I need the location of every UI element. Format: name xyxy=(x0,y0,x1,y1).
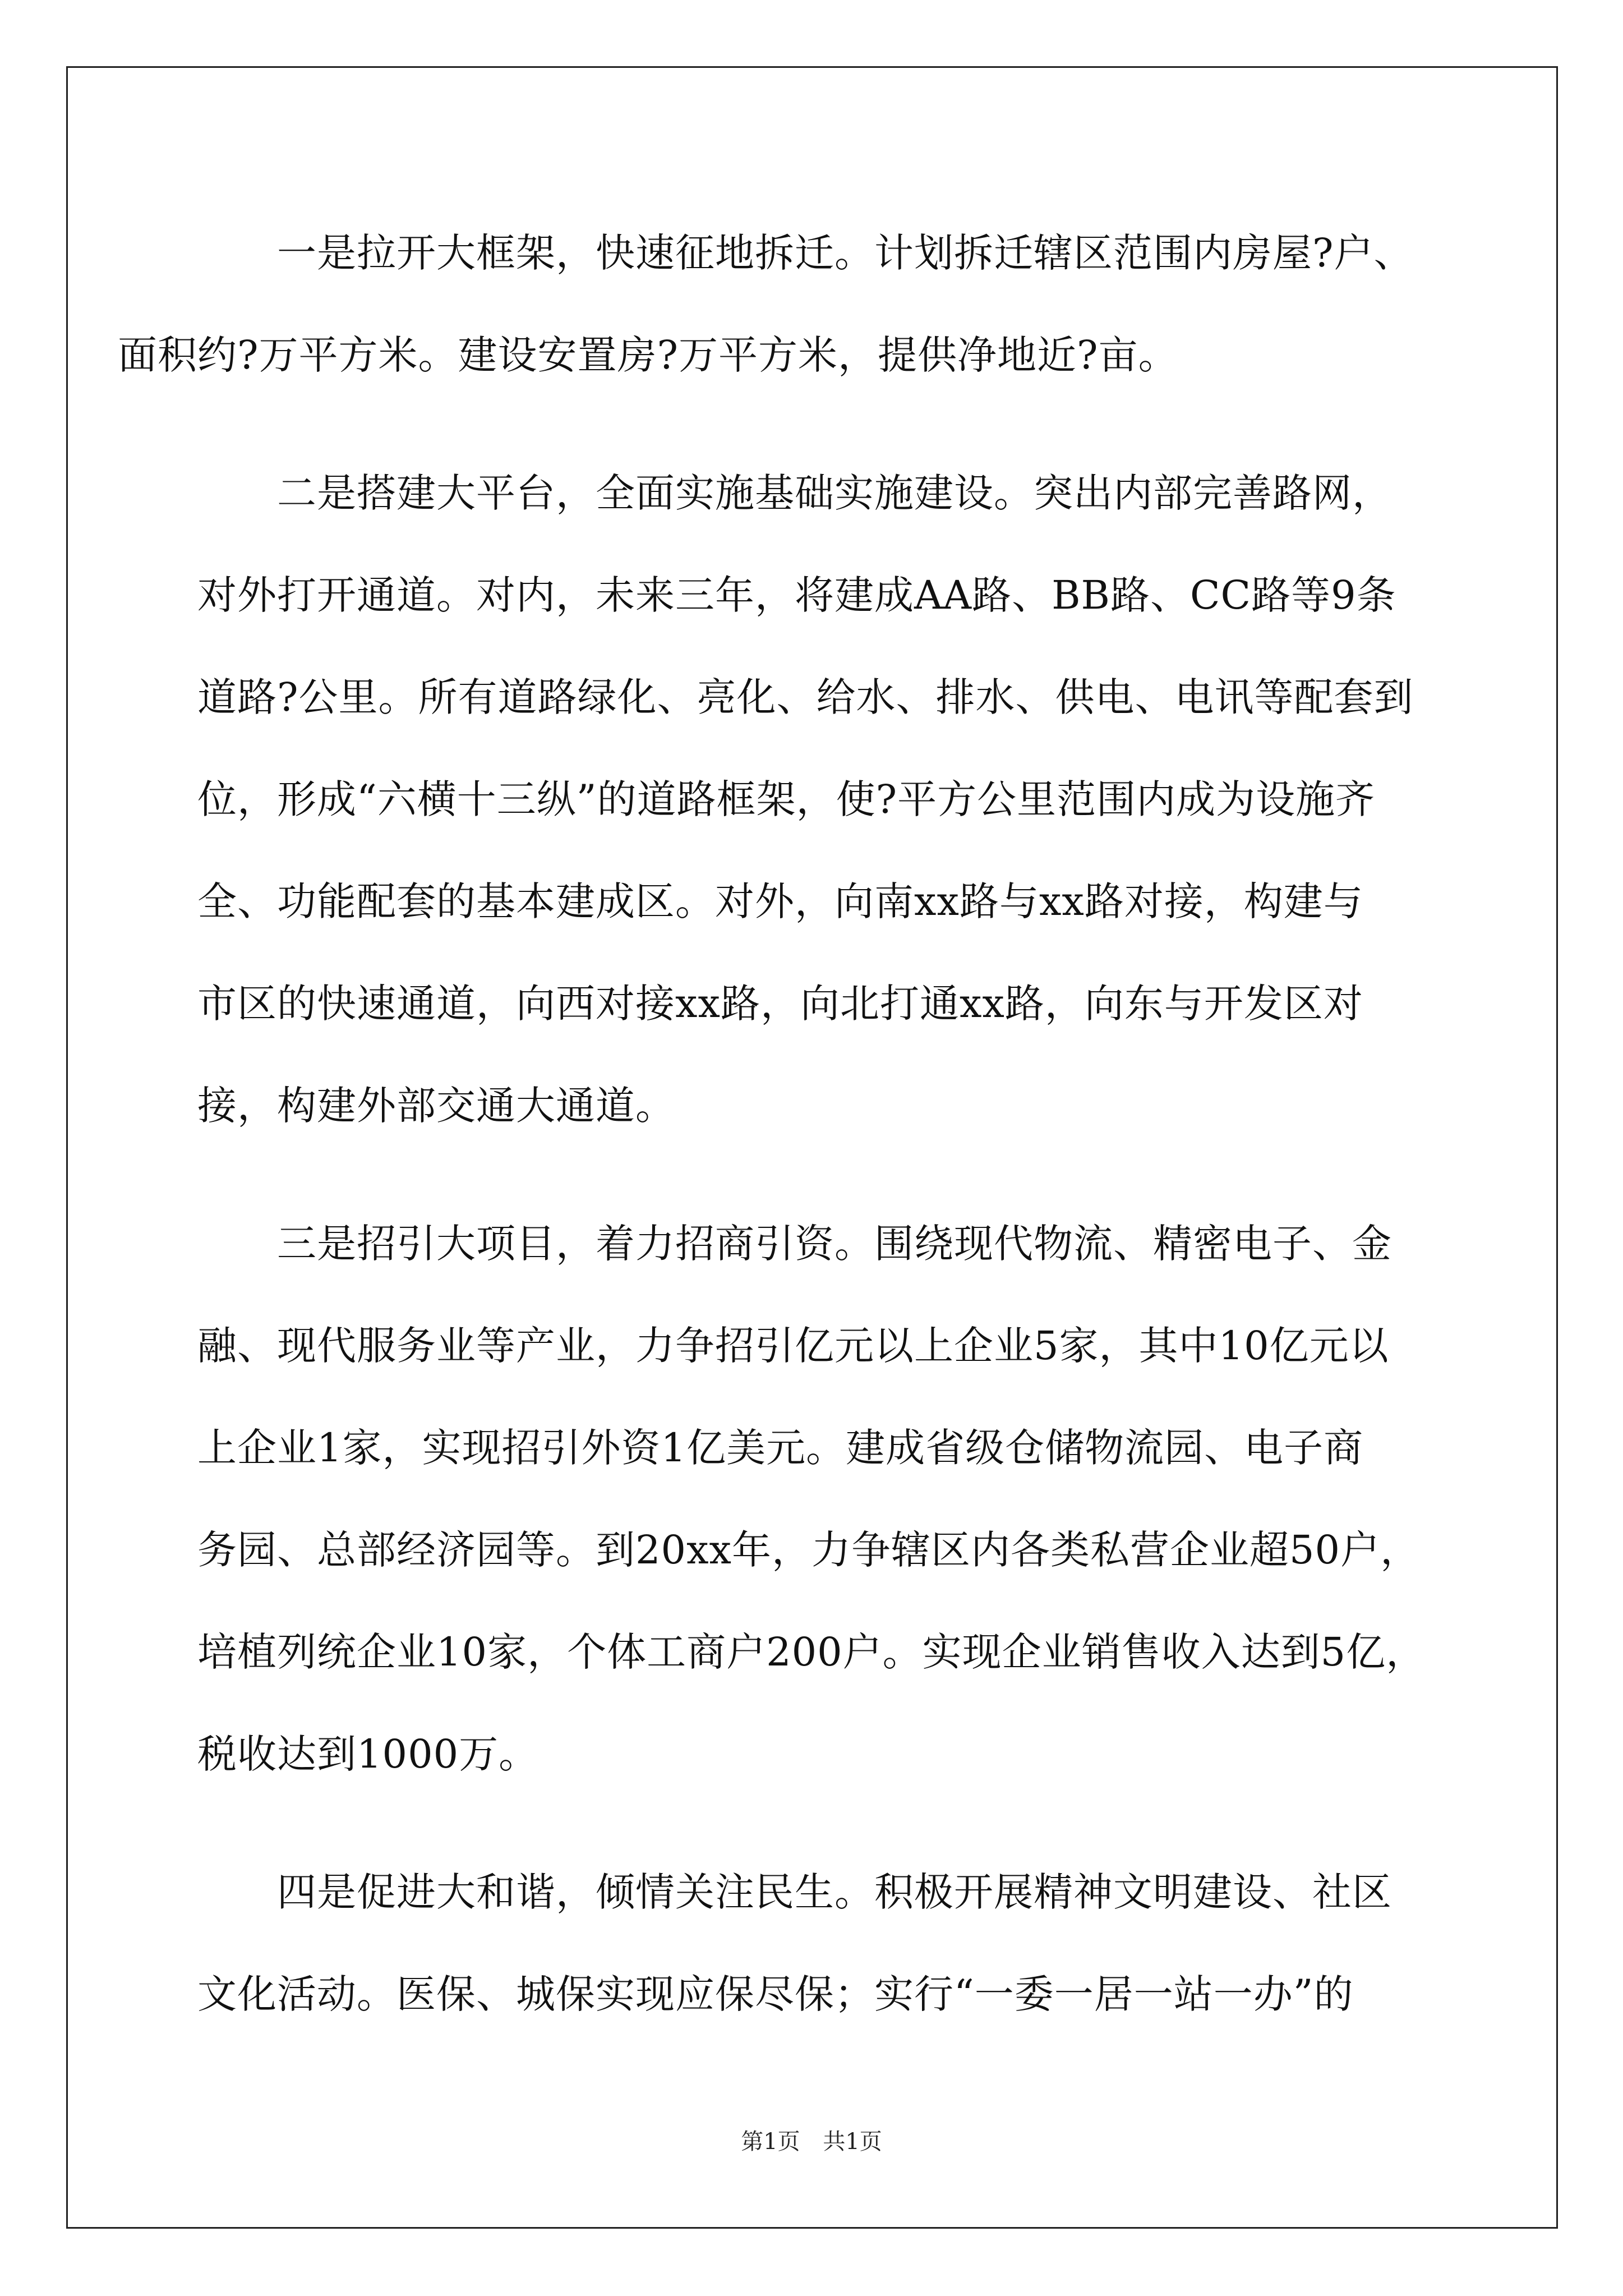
paragraph-line: 四是促进大和谐，倾情关注民生。积极开展精神文明建设、社区 xyxy=(277,1869,1392,1915)
document-body xyxy=(118,202,1431,2081)
paragraph-line: 全、功能配套的基本建成区。对外，向南xx路与xx路对接，构建与 xyxy=(197,878,1363,924)
paragraph-line: 位，形成“六横十三纵”的道路框架，使?平方公里范围内成为设施齐 xyxy=(197,776,1376,822)
paragraph-line: 三是招引大项目，着力招商引资。围绕现代物流、精密电子、金 xyxy=(277,1221,1392,1267)
paragraph-line: 二是搭建大平台，全面实施基础实施建设。突出内部完善路网， xyxy=(277,470,1392,516)
paragraph-line: 道路?公里。所有道路绿化、亮化、给水、排水、供电、电讯等配套到 xyxy=(197,674,1414,720)
paragraph-line: 市区的快速通道，向西对接xx路，向北打通xx路，向东与开发区对 xyxy=(197,981,1363,1027)
paragraph-line: 对外打开通道。对内，未来三年，将建成AA路、BB路、CC路等9条 xyxy=(197,572,1396,618)
paragraph-line: 接，构建外部交通大通道。 xyxy=(197,1083,675,1129)
paragraph-line: 务园、总部经济园等。到20xx年，力争辖区内各类私营企业超50户， xyxy=(197,1527,1421,1573)
paragraph-2 xyxy=(197,442,1431,1157)
page-footer xyxy=(0,2125,1623,2159)
page-total: 共1页 xyxy=(823,2129,882,2155)
paragraph-line: 税收达到1000万。 xyxy=(197,1731,539,1777)
paragraph-line: 培植列统企业10家，个体工商户200户。实现企业销售收入达到5亿， xyxy=(197,1629,1426,1675)
paragraph-line: 面积约?万平方米。建设安置房?万平方米，提供净地近?亩。 xyxy=(118,332,1178,378)
paragraph-line: 一是拉开大框架，快速征地拆迁。计划拆迁辖区范围内房屋?户、 xyxy=(277,230,1414,276)
paragraph-3 xyxy=(197,1193,1431,1805)
paragraph-4 xyxy=(197,1841,1431,2045)
paragraph-line: 文化活动。医保、城保实现应保尽保；实行“一委一居一站一办”的 xyxy=(197,1971,1354,2017)
paragraph-1 xyxy=(118,202,1431,406)
paragraph-line: 融、现代服务业等产业，力争招引亿元以上企业5家，其中10亿元以 xyxy=(197,1323,1389,1369)
paragraph-line: 上企业1家，实现招引外资1亿美元。建成省级仓储物流园、电子商 xyxy=(197,1425,1364,1471)
page-number: 第1页 xyxy=(741,2129,800,2155)
